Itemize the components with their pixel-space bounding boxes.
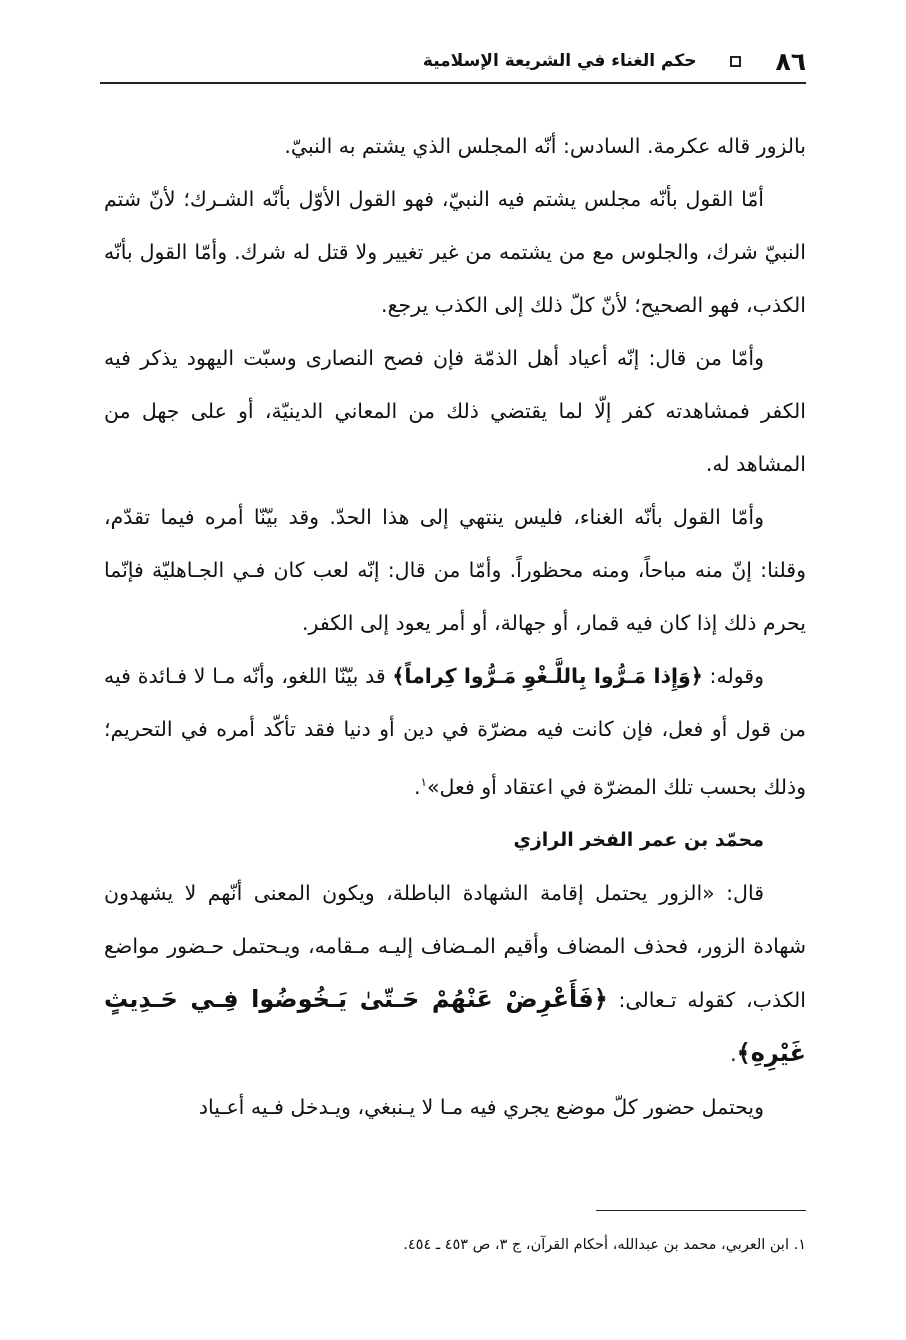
paragraph-5-start: وقوله:	[702, 664, 764, 688]
footnote-divider	[596, 1210, 806, 1211]
quran-verse: ﴿وَإِذا مَـرُّوا بِاللَّـغْوِ مَـرُّوا كِراماً﴾	[392, 664, 703, 688]
paragraph-6	[104, 867, 806, 1081]
paragraph-5-end: .	[414, 774, 421, 799]
section-subheading: محمّد بن عمر الفخر الرازي	[513, 828, 764, 851]
paragraph-1: بالزور قاله عكرمة. السادس: أنّه المجلس الذي يشتم به النبيّ.	[284, 134, 806, 158]
quran-verse-2: ﴿فَأَعْرِضْ عَنْهُمْ حَـتّىٰ يَـخُوضُوا فِـي حَـدِيثٍ غَيْرِهِ﴾	[104, 984, 806, 1067]
running-header	[100, 40, 806, 84]
footnote-1: ١. ابن العربي، محمد بن عبدالله، أحكام القرآن، ج ٣، ص ٤٥٣ ـ ٤٥٤.	[403, 1237, 806, 1253]
footnote-marker[interactable]: ١	[420, 775, 427, 789]
paragraph-4: وأمّا القول بأنّه الغناء، فليس ينتهي إلى هذا الحدّ. وقد بيّنّا أمره فيما تقدّم، وقلنا: إنّ منه مباحاً، ومنه محظوراً. وأمّا من قال: إنّه لعب كان فـي الجـاهليّة فإنّما يحرم ذلك إذا كان فيه قمار، أو جهالة، أو أمر يعود إلى الكفر.	[104, 505, 806, 635]
paragraph-6-end: .	[730, 1041, 737, 1066]
paragraph-7: ويحتمل حضور كلّ موضع يجري فيه مـا لا يـنبغي، ويـدخل فـيه أعـياد	[198, 1094, 764, 1119]
square-separator-icon	[730, 56, 741, 67]
paragraph-5-rest: قد بيّنّا اللغو، وأنّه مـا لا فـائدة فيه من قول أو فعل، فإن كانت فيه مضرّة في دين أو دنيا فقد تأكّد أمره في التحريم؛ وذلك بحسب تلك المضرّة في اعتقاد أو فعل»	[104, 664, 806, 799]
page-number: ٨٦	[775, 46, 806, 76]
paragraph-6-start: قال: «الزور يحتمل إقامة الشهادة الباطلة، ويكون المعنى أنّهم لا يشهدون شهادة الزور، فحذف المضاف وأقيم المـضاف إليـه مـقامه، ويـحتمل حـضور مواضع الكذب، كقوله تـعالى:	[104, 880, 806, 1012]
paragraph-5	[104, 650, 806, 814]
paragraph-2: أمّا القول بأنّه مجلس يشتم فيه النبيّ، فهو القول الأوّل بأنّه الشـرك؛ لأنّ شتم النبيّ شرك، والجلوس مع من يشتمه من غير تغيير ولا قتل له شرك. وأمّا القول بأنّه الكذب، فهو الصحيح؛ لأنّ كلّ ذلك إلى الكذب يرجع.	[104, 187, 806, 317]
main-text	[104, 120, 806, 1134]
paragraph-3: وأمّا من قال: إنّه أعياد أهل الذمّة فإن فصح النصارى وسبّت اليهود يذكر فيه الكفر فمشاهدته كفر إلّا لما يقتضي ذلك من المعاني الدينيّة، أو على جهل من المشاهد له.	[104, 346, 806, 476]
book-title: حكم الغناء في الشريعة الإسلامية	[422, 51, 697, 71]
